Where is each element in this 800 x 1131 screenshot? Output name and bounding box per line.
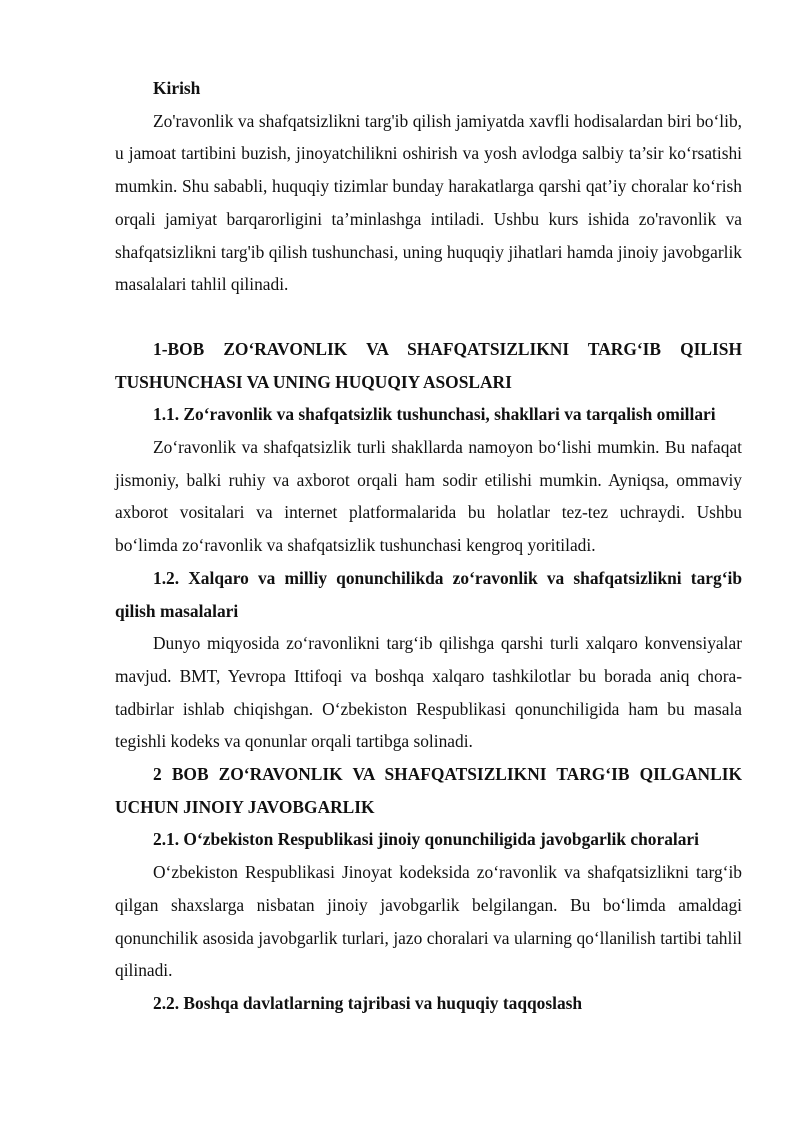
section-2-2-title: 2.2. Boshqa davlatlarning tajribasi va huquqiy taqqoslash [153, 992, 583, 1013]
section-2-1-text: O‘zbekiston Respublikasi Jinoyat kodeksida zo‘ravonlik va shafqatsizlikni targ‘ib qilgan shaxslarga nisbatan jinoiy javobgarlik belgilangan. Bu bo‘limda amaldagi qonunchilik asosida javobgarlik turlari, jazo choralari va ularning qo‘llanilish tartibi tahlil qilinadi. [115, 862, 742, 981]
intro-paragraph: Zo'ravonlik va shafqatsizlikni targ'ib qilish jamiyatda xavfli hodisalardan biri bo‘lib, u jamoat tartibini buzish, jinoyatchilikni oshirish va yosh avlodga salbiy ta’sir ko‘rsatishi mumkin. Shu sababli, huquqiy tizimlar bunday harakatlarga qarshi qat’iy choralar ko‘rish orqali jamiyat barqarorligini ta’minlashga intiladi. Ushbu kurs ishida zo'ravonlik va shafqatsizlikni targ'ib qilish tushunchasi, uning huquqiy jihatlari hamda jinoiy javobgarlik masalalari tahlil qilinadi. [115, 110, 742, 295]
document-page [115, 72, 742, 1020]
chapter1-title: 1-BOB ZO‘RAVONLIK VA SHAFQATSIZLIKNI TARG‘IB QILISH TUSHUNCHASI VA UNING HUQUQIY ASOSLARI [115, 338, 742, 392]
section-1-1-text: Zo‘ravonlik va shafqatsizlik turli shakllarda namoyon bo‘lishi mumkin. Bu nafaqat jismoniy, balki ruhiy va axborot orqali ham sodir etilishi mumkin. Ayniqsa, ommaviy axborot vositalari va internet platformalarida bu holatlar tez-tez uchraydi. Ushbu bo‘limda zo‘ravonlik va shafqatsizlik tushunchasi kengroq yoritiladi. [115, 437, 742, 556]
chapter2-title: 2 BOB ZO‘RAVONLIK VA SHAFQATSIZLIKNI TARG‘IB QILGANLIK UCHUN JINOIY JAVOBGARLIK [115, 764, 742, 817]
section-1-2-text: Dunyo miqyosida zo‘ravonlikni targ‘ib qilishga qarshi turli xalqaro konvensiyalar mavjud. BMT, Yevropa Ittifoqi va boshqa xalqaro tashkilotlar bu borada aniq chora-tadbirlar ishlab chiqishgan. O‘zbekiston Respublikasi qonunchiligida ham bu masala tegishli kodeks va qonunlar orqali tartibga solinadi. [115, 633, 742, 752]
spacer [115, 301, 742, 333]
section-2-1-title: 2.1. O‘zbekiston Respublikasi jinoiy qonunchiligida javobgarlik choralari [153, 829, 699, 850]
intro-heading: Kirish [153, 78, 201, 98]
section-1-1-title: 1.1. Zo‘ravonlik va shafqatsizlik tushunchasi, shakllari va tarqalish omillari [153, 404, 716, 425]
section-1-2-title: 1.2. Xalqaro va milliy qonunchilikda zo‘ravonlik va shafqatsizlikni targ‘ib qilish masalalari [115, 567, 742, 621]
